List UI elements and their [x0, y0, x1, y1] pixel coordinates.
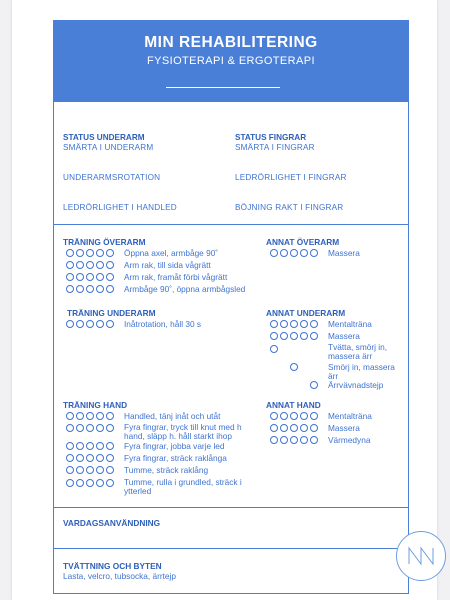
empty-circle-icon[interactable]: [280, 424, 288, 432]
empty-circle-icon[interactable]: [76, 412, 84, 420]
list-item: Inåtrotation, håll 30 s: [124, 319, 202, 329]
list-item: Tumme, sträck raklång: [124, 465, 209, 475]
empty-circle-icon[interactable]: [280, 320, 288, 328]
empty-circle-icon[interactable]: [76, 320, 84, 328]
empty-circle-icon[interactable]: [66, 320, 74, 328]
status-underarm-item: LEDRÖRLIGHET I HANDLED: [63, 203, 177, 212]
empty-circle-icon[interactable]: [300, 436, 308, 444]
empty-circle-icon[interactable]: [106, 285, 114, 293]
empty-circle-icon[interactable]: [106, 320, 114, 328]
empty-circle-icon[interactable]: [270, 436, 278, 444]
empty-circle-icon[interactable]: [290, 249, 298, 257]
empty-circle-icon[interactable]: [66, 424, 74, 432]
empty-circle-icon[interactable]: [300, 412, 308, 420]
training-underarm-heading: TRÄNING UNDERARM: [67, 308, 156, 318]
list-item: Arm rak, till sida vågrätt: [124, 260, 211, 270]
empty-circle-icon[interactable]: [96, 454, 104, 462]
empty-circle-icon[interactable]: [76, 479, 84, 487]
empty-circle-icon[interactable]: [96, 249, 104, 257]
empty-circle-icon[interactable]: [96, 285, 104, 293]
training-overarm-heading: TRÄNING ÖVERARM: [63, 237, 146, 247]
status-underarm-heading: STATUS UNDERARM: [63, 133, 145, 142]
empty-circle-icon[interactable]: [280, 436, 288, 444]
list-item: Handled, tänj inåt och utåt: [124, 411, 221, 421]
empty-circle-icon[interactable]: [86, 285, 94, 293]
empty-circle-icon[interactable]: [86, 466, 94, 474]
list-item: Fyra fingrar, tryck till knut med h hand, släpp h. håll starkt ihop: [124, 422, 242, 441]
washing-text: Lasta, velcro, tubsocka, ärrtejp: [63, 571, 176, 581]
list-item: Fyra fingrar, jobba varje led: [124, 441, 225, 451]
list-item: Armbåge 90˚, öppna armbågsled: [124, 284, 246, 294]
list-item: Tvätta, smörj in, massera ärr: [328, 342, 388, 361]
empty-circle-icon[interactable]: [76, 261, 84, 269]
empty-circle-icon[interactable]: [310, 381, 318, 389]
empty-circle-icon[interactable]: [96, 442, 104, 450]
empty-circle-icon[interactable]: [310, 412, 318, 420]
header-underline: [166, 87, 280, 88]
empty-circle-icon[interactable]: [96, 466, 104, 474]
empty-circle-icon[interactable]: [66, 285, 74, 293]
list-item: Smörj in, massera ärr: [328, 362, 395, 381]
empty-circle-icon[interactable]: [86, 442, 94, 450]
empty-circle-icon[interactable]: [310, 320, 318, 328]
empty-circle-icon[interactable]: [76, 273, 84, 281]
empty-circle-icon[interactable]: [300, 320, 308, 328]
empty-circle-icon[interactable]: [66, 273, 74, 281]
empty-circle-icon[interactable]: [106, 249, 114, 257]
empty-circle-icon[interactable]: [290, 320, 298, 328]
empty-circle-icon[interactable]: [66, 261, 74, 269]
list-item: Massera: [328, 423, 360, 433]
empty-circle-icon[interactable]: [106, 479, 114, 487]
empty-circle-icon[interactable]: [310, 436, 318, 444]
empty-circle-icon[interactable]: [86, 424, 94, 432]
empty-circle-icon[interactable]: [300, 424, 308, 432]
list-item: Värmedyna: [328, 435, 371, 445]
empty-circle-icon[interactable]: [300, 332, 308, 340]
empty-circle-icon[interactable]: [86, 320, 94, 328]
status-fingers-item: LEDRÖRLIGHET I FINGRAR: [235, 173, 347, 182]
page-subtitle: FYSIOTERAPI & ERGOTERAPI: [147, 55, 315, 67]
empty-circle-icon[interactable]: [270, 424, 278, 432]
list-item: Massera: [328, 248, 360, 258]
other-overarm-heading: ANNAT ÖVERARM: [266, 237, 340, 247]
empty-circle-icon[interactable]: [106, 273, 114, 281]
daily-use-section: [54, 508, 408, 549]
empty-circle-icon[interactable]: [66, 249, 74, 257]
empty-circle-icon[interactable]: [106, 261, 114, 269]
empty-circle-icon[interactable]: [106, 442, 114, 450]
list-item: Arm rak, framåt förbi vågrätt: [124, 272, 228, 282]
empty-circle-icon[interactable]: [280, 249, 288, 257]
empty-circle-icon[interactable]: [270, 345, 278, 353]
nm-monogram-icon: [395, 530, 447, 582]
empty-circle-icon[interactable]: [270, 249, 278, 257]
empty-circle-icon[interactable]: [280, 412, 288, 420]
empty-circle-icon[interactable]: [76, 285, 84, 293]
header-banner: [54, 21, 408, 102]
list-item: Mentalträna: [328, 319, 372, 329]
washing-section: [54, 549, 408, 594]
empty-circle-icon[interactable]: [76, 442, 84, 450]
empty-circle-icon[interactable]: [66, 442, 74, 450]
empty-circle-icon[interactable]: [86, 261, 94, 269]
empty-circle-icon[interactable]: [66, 412, 74, 420]
training-section: [54, 225, 408, 508]
empty-circle-icon[interactable]: [290, 412, 298, 420]
empty-circle-icon[interactable]: [76, 454, 84, 462]
rehab-sheet: [53, 20, 409, 594]
other-hand-heading: ANNAT HAND: [266, 400, 321, 410]
empty-circle-icon[interactable]: [86, 273, 94, 281]
empty-circle-icon[interactable]: [76, 249, 84, 257]
empty-circle-icon[interactable]: [96, 479, 104, 487]
empty-circle-icon[interactable]: [66, 466, 74, 474]
empty-circle-icon[interactable]: [106, 466, 114, 474]
list-item: Öppna axel, armbåge 90˚: [124, 248, 219, 258]
status-fingers-item: SMÄRTA I FINGRAR: [235, 143, 315, 152]
status-section: [54, 102, 408, 225]
empty-circle-icon[interactable]: [66, 454, 74, 462]
empty-circle-icon[interactable]: [96, 424, 104, 432]
empty-circle-icon[interactable]: [270, 412, 278, 420]
empty-circle-icon[interactable]: [86, 249, 94, 257]
status-fingers-item: BÖJNING RAKT I FINGRAR: [235, 203, 344, 212]
empty-circle-icon[interactable]: [290, 424, 298, 432]
empty-circle-icon[interactable]: [96, 320, 104, 328]
list-item: Mentalträna: [328, 411, 372, 421]
empty-circle-icon[interactable]: [290, 436, 298, 444]
empty-circle-icon[interactable]: [310, 424, 318, 432]
status-fingers-heading: STATUS FINGRAR: [235, 133, 307, 142]
status-underarm-item: SMÄRTA I UNDERARM: [63, 143, 154, 152]
empty-circle-icon[interactable]: [270, 332, 278, 340]
empty-circle-icon[interactable]: [76, 424, 84, 432]
empty-circle-icon[interactable]: [86, 479, 94, 487]
list-item: Massera: [328, 331, 360, 341]
washing-heading: TVÄTTNING OCH BYTEN: [63, 561, 162, 571]
empty-circle-icon[interactable]: [86, 454, 94, 462]
empty-circle-icon[interactable]: [106, 424, 114, 432]
list-item: Ärrvävnadstejp: [328, 380, 384, 390]
document-page: [12, 0, 437, 600]
status-underarm-item: UNDERARMSROTATION: [63, 173, 161, 182]
empty-circle-icon[interactable]: [106, 412, 114, 420]
empty-circle-icon[interactable]: [96, 412, 104, 420]
daily-use-heading: VARDAGSANVÄNDNING: [63, 518, 161, 528]
empty-circle-icon[interactable]: [290, 332, 298, 340]
empty-circle-icon[interactable]: [310, 249, 318, 257]
empty-circle-icon[interactable]: [290, 363, 298, 371]
list-item: Tumme, rulla i grundled, sträck i ytterled: [124, 477, 242, 496]
training-hand-heading: TRÄNING HAND: [63, 400, 128, 410]
empty-circle-icon[interactable]: [96, 273, 104, 281]
empty-circle-icon[interactable]: [280, 332, 288, 340]
empty-circle-icon[interactable]: [106, 454, 114, 462]
list-item: Fyra fingrar, sträck raklånga: [124, 453, 227, 463]
empty-circle-icon[interactable]: [300, 249, 308, 257]
other-underarm-heading: ANNAT UNDERARM: [266, 308, 346, 318]
empty-circle-icon[interactable]: [66, 479, 74, 487]
empty-circle-icon[interactable]: [86, 412, 94, 420]
empty-circle-icon[interactable]: [310, 332, 318, 340]
page-title: MIN REHABILITERING: [144, 34, 318, 51]
empty-circle-icon[interactable]: [270, 320, 278, 328]
empty-circle-icon[interactable]: [96, 261, 104, 269]
empty-circle-icon[interactable]: [76, 466, 84, 474]
